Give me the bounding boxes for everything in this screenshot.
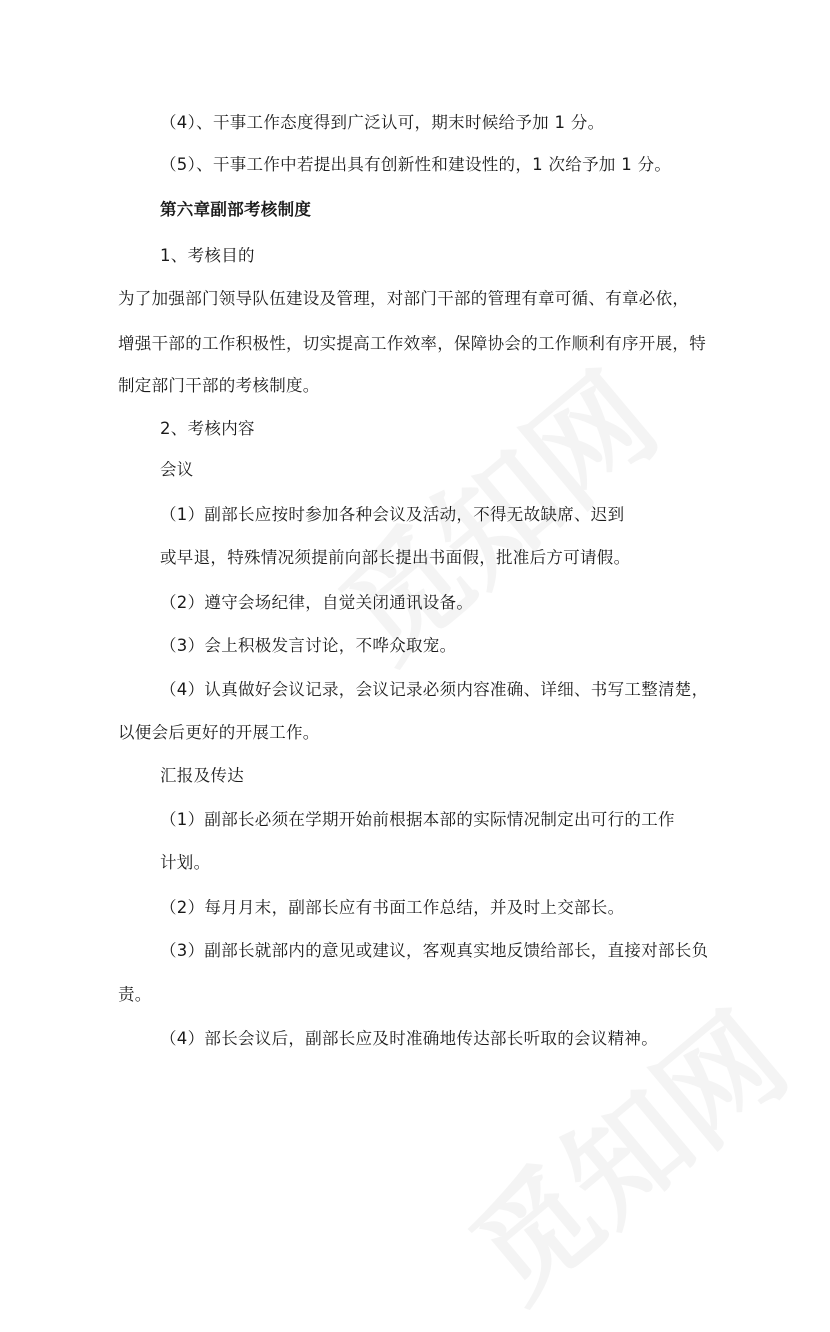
list-item-4: （4）、干事工作态度得到广泛认可，期末时候给予加 1 分。 (160, 113, 605, 132)
list-item: （4）认真做好会议记录，会议记录必须内容准确、详细、书写工整清楚， (160, 680, 709, 699)
list-item: （2）遵守会场纪律，自觉关闭通讯设备。 (160, 593, 474, 612)
list-item: （1）副部长应按时参加各种会议及活动，不得无故缺席、迟到 (160, 505, 625, 524)
list-item-continued: 计划。 (160, 853, 211, 872)
paragraph-line: 制定部门干部的考核制度。 (118, 376, 320, 395)
section-heading-content: 2、考核内容 (160, 419, 255, 438)
list-item-5: （5）、干事工作中若提出具有创新性和建设性的，1 次给予加 1 分。 (160, 155, 672, 174)
list-item: （1）副部长必须在学期开始前根据本部的实际情况制定出可行的工作 (160, 810, 675, 829)
subheading-meeting: 会议 (160, 460, 194, 479)
list-item: （4）部长会议后，副部长应及时准确地传达部长听取的会议精神。 (160, 1029, 658, 1048)
list-item-continued: 或早退，特殊情况须提前向部长提出书面假，批准后方可请假。 (160, 548, 631, 567)
list-item: （3）会上积极发言讨论，不哗众取宠。 (160, 636, 457, 655)
paragraph-line: 为了加强部门领导队伍建设及管理，对部门干部的管理有章可循、有章必依， (118, 289, 690, 308)
list-item: （2）每月月末，副部长应有书面工作总结，并及时上交部长。 (160, 898, 625, 917)
list-item: （3）副部长就部内的意见或建议，客观真实地反馈给部长，直接对部长负 (160, 941, 709, 960)
watermark-bottom (430, 969, 816, 1332)
chapter-heading: 第六章副部考核制度 (160, 200, 312, 219)
list-item-continued: 以便会后更好的开展工作。 (118, 723, 320, 742)
subheading-report: 汇报及传达 (160, 766, 244, 785)
list-item-continued: 责。 (118, 985, 152, 1004)
section-heading-purpose: 1、考核目的 (160, 246, 255, 265)
paragraph-line: 增强干部的工作积极性，切实提高工作效率，保障协会的工作顺利有序开展，特 (118, 334, 706, 353)
